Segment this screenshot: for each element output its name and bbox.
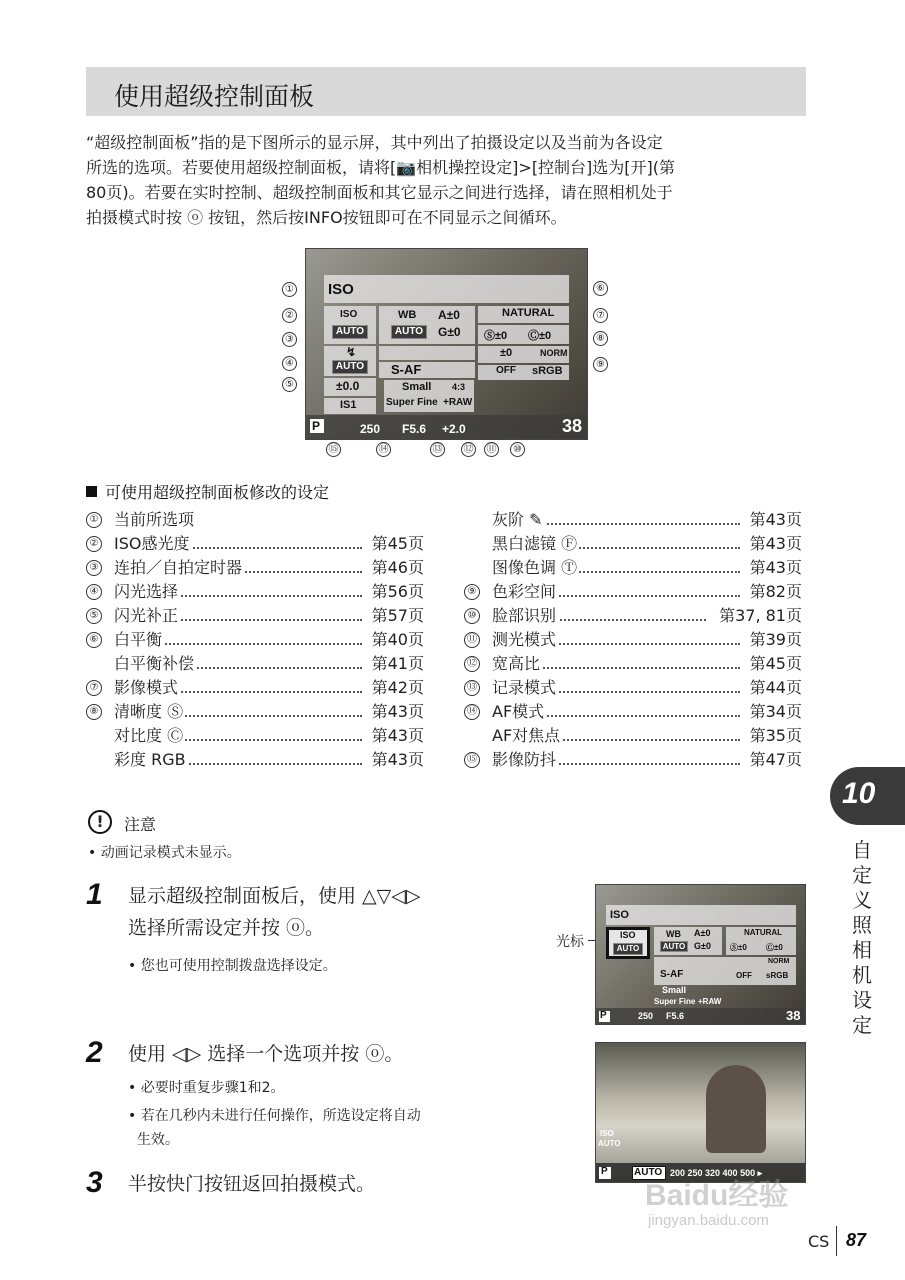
item-page: 第43页 (370, 748, 424, 772)
list-item (464, 628, 802, 652)
raw-value: +RAW (443, 397, 473, 408)
list-item (464, 652, 802, 676)
list-item (86, 700, 424, 724)
iso-auto: AUTO (613, 943, 643, 955)
item-label: 记录模式 (492, 676, 558, 700)
list-item (86, 652, 424, 676)
square-bullet-icon (86, 486, 97, 497)
item-label: 闪光补正 (114, 604, 180, 628)
callout-11: ⑪ (484, 442, 499, 457)
item-number: ④ (86, 584, 102, 600)
item-number: ⑭ (464, 704, 480, 720)
watermark-url: jingyan.baidu.com (648, 1212, 769, 1229)
step-1-line-2: 选择所需设定并按 ⓞ。 (128, 917, 325, 939)
item-label: 黑白滤镜 Ⓕ (492, 532, 579, 556)
contrast-value: Ⓒ±0 (528, 330, 552, 342)
iso-auto: AUTO (332, 325, 368, 339)
aperture-value: F5.6 (666, 1011, 685, 1021)
shooting-mode: P (600, 1010, 607, 1021)
item-label: 对比度 Ⓒ (114, 724, 185, 748)
shutter-speed: 250 (360, 422, 381, 436)
list-item (86, 724, 424, 748)
item-page: 第40页 (370, 628, 424, 652)
list-item (86, 580, 424, 604)
callout-2: ② (282, 308, 297, 323)
settings-heading-text: 可使用超级控制面板修改的设定 (105, 483, 330, 502)
settings-list-left (86, 508, 424, 772)
sharpness-value: Ⓢ±0 (730, 943, 747, 952)
wb-auto: AUTO (391, 325, 427, 339)
chapter-title-vertical (850, 838, 874, 1038)
face-detect-value: OFF (736, 971, 752, 980)
caution-icon: ! (88, 810, 112, 834)
current-selection-box (324, 275, 569, 303)
item-page: 第41页 (370, 652, 424, 676)
item-page: 第43页 (370, 724, 424, 748)
wb-g-value: G±0 (438, 325, 461, 339)
intro-line: “超级控制面板”指的是下图所示的显示屏，其中列出了拍摄设定以及当前为各设定 (86, 133, 663, 152)
cursor-label: 光标 (556, 934, 584, 950)
list-item (464, 676, 802, 700)
page-number: 87 (846, 1230, 867, 1250)
callout-1: ① (282, 282, 297, 297)
af-mode-value: S-AF (391, 362, 422, 377)
note-title: 注意 (124, 815, 157, 834)
step-3-line-1: 半按快门按钮返回拍摄模式。 (128, 1173, 376, 1195)
step-2-bullet: • 必要时重复步骤1和2。 (128, 1080, 285, 1096)
step-1-number: 1 (86, 878, 103, 911)
step-1-line-1: 显示超级控制面板后，使用 △▽◁▷ (128, 885, 421, 907)
list-item (464, 604, 802, 628)
title-bar (86, 67, 806, 116)
chapter-title-char: 定 (852, 863, 872, 887)
item-number: ⑫ (464, 656, 480, 672)
item-page: 第43页 (748, 532, 802, 556)
item-page: 第43页 (748, 508, 802, 532)
item-label: 连拍／自拍定时器 (114, 556, 244, 580)
callout-14: ⑭ (376, 442, 391, 457)
drive-box (379, 346, 475, 360)
item-label: 闪光选择 (114, 580, 180, 604)
item-label: 宽高比 (492, 652, 542, 676)
list-item (86, 628, 424, 652)
iso-values-row: 200 250 320 400 500 ▸ (670, 1168, 763, 1178)
list-item (464, 532, 802, 556)
item-label: AF模式 (492, 700, 546, 724)
shutter-speed: 250 (638, 1011, 654, 1021)
item-number: ① (86, 512, 102, 528)
flash-auto: AUTO (332, 360, 368, 374)
intro-line: 80页)。若要在实时控制、超级控制面板和其它显示之间进行选择，请在照相机处于 (86, 183, 673, 202)
list-item (86, 556, 424, 580)
exposure-comp: +2.0 (442, 422, 466, 436)
color-space-value: sRGB (766, 971, 789, 980)
callout-12: ⑫ (461, 442, 476, 457)
item-label: 当前所选项 (114, 508, 196, 532)
aperture-value: F5.6 (402, 422, 427, 436)
item-label: 脸部识别 (492, 604, 558, 628)
shots-remaining: 38 (562, 416, 583, 436)
iso-label: ISO (620, 930, 636, 940)
item-page: 第56页 (370, 580, 424, 604)
list-item (464, 724, 802, 748)
list-item (464, 748, 802, 772)
saturation-value: ±0 (500, 347, 513, 359)
wb-a-value: A±0 (694, 928, 711, 938)
item-number: ⑥ (86, 632, 102, 648)
color-space-value: sRGB (532, 365, 563, 377)
list-item (464, 700, 802, 724)
picture-mode-value: NATURAL (744, 928, 783, 937)
chapter-title-char: 义 (852, 888, 872, 912)
intro-text (86, 130, 806, 230)
gradation-value: NORM (540, 348, 568, 358)
item-label: 白平衡补偿 (114, 652, 196, 676)
settings-list-right (464, 508, 802, 772)
item-page: 第45页 (748, 652, 802, 676)
callout-7: ⑦ (593, 308, 608, 323)
item-page: 第57页 (370, 604, 424, 628)
item-number: ⑨ (464, 584, 480, 600)
shooting-mode: P (312, 419, 321, 433)
shooting-mode: P (601, 1166, 608, 1177)
callout-13: ⑬ (430, 442, 445, 457)
callout-5: ⑤ (282, 377, 297, 392)
iso-label: ISO (340, 309, 358, 320)
item-label: 图像色调 Ⓣ (492, 556, 579, 580)
footer-language: CS (808, 1232, 830, 1251)
list-item (86, 604, 424, 628)
sharpness-value: Ⓢ±0 (484, 330, 508, 342)
step-2-line-1: 使用 ◁▷ 选择一个选项并按 ⓞ。 (128, 1043, 404, 1065)
item-number: ⑦ (86, 680, 102, 696)
item-label: 色彩空间 (492, 580, 558, 604)
item-page: 第35页 (748, 724, 802, 748)
gradation-value: NORM (768, 958, 790, 965)
auto-stack-label: AUTO (598, 1139, 621, 1148)
item-number: ⑮ (464, 752, 480, 768)
wb-label: WB (666, 929, 681, 939)
quality-value: Super Fine (654, 997, 696, 1006)
iso-top-label: ISO (328, 281, 354, 298)
quality-value: Super Fine (386, 397, 438, 408)
live-view-photo (596, 1043, 805, 1182)
settings-section-heading (86, 480, 329, 503)
step-2-bullet: • 若在几秒内未进行任何操作，所选设定将自动 (128, 1108, 421, 1124)
item-page: 第46页 (370, 556, 424, 580)
callout-8: ⑧ (593, 331, 608, 346)
list-item (464, 556, 802, 580)
bottom-bar (596, 1008, 806, 1025)
list-item (464, 508, 802, 532)
af-mode-value: S-AF (660, 969, 684, 980)
callout-4: ④ (282, 356, 297, 371)
super-control-panel-figure (305, 248, 588, 440)
list-item (86, 748, 424, 772)
list-item (86, 508, 424, 532)
item-label: AF对焦点 (492, 724, 562, 748)
item-label: 影像模式 (114, 676, 180, 700)
item-label: 测光模式 (492, 628, 558, 652)
item-page: 第34页 (748, 700, 802, 724)
aspect-value: 4:3 (452, 382, 466, 392)
iso-top-label: ISO (610, 909, 629, 921)
contrast-value: Ⓒ±0 (766, 943, 783, 952)
page-title: 使用超级控制面板 (114, 82, 315, 111)
chapter-title-char: 照 (852, 913, 872, 937)
intro-line: 拍摄模式时按 ⓞ 按钮，然后按INFO按钮即可在不同显示之间循环。 (86, 208, 567, 227)
item-page: 第43页 (370, 700, 424, 724)
wb-auto: AUTO (660, 941, 688, 952)
item-page: 第47页 (748, 748, 802, 772)
chapter-title-char: 定 (852, 1013, 872, 1037)
step-2-bullet: 生效。 (128, 1132, 179, 1148)
callout-6: ⑥ (593, 281, 608, 296)
callout-9: ⑨ (593, 357, 608, 372)
item-label: ISO感光度 (114, 532, 191, 556)
item-label: 影像防抖 (492, 748, 558, 772)
iso-stack-label: ISO (600, 1129, 614, 1138)
shots-remaining: 38 (786, 1008, 801, 1023)
intro-line: 所选的选项。若要使用超级控制面板，请将[📷相机操控设定]>[控制台]选为[开](第 (86, 158, 676, 177)
chapter-tab (830, 767, 905, 825)
flash-comp-value: ±0.0 (336, 379, 360, 393)
current-selection-box (606, 905, 796, 925)
item-page: 第82页 (748, 580, 802, 604)
item-label: 灰阶 ✎ (492, 508, 545, 532)
footer-divider (836, 1226, 837, 1256)
face-detect-value: OFF (496, 365, 516, 376)
chapter-title-char: 自 (852, 838, 872, 862)
record-size-value: Small (402, 381, 432, 393)
wb-label: WB (398, 309, 417, 321)
list-item (86, 532, 424, 556)
list-item (86, 676, 424, 700)
item-number: ③ (86, 560, 102, 576)
wb-g-value: G±0 (694, 941, 711, 951)
step-2-number: 2 (86, 1036, 103, 1069)
watermark-logo: Baidu经验 (645, 1179, 789, 1212)
callout-10: ⑩ (510, 442, 525, 457)
step-1-bullet: • 您也可使用控制拨盘选择设定。 (128, 958, 337, 974)
item-number: ⑩ (464, 608, 480, 624)
note-line: • 动画记录模式未显示。 (88, 845, 241, 861)
callout-3: ③ (282, 332, 297, 347)
item-page: 第44页 (748, 676, 802, 700)
item-page: 第43页 (748, 556, 802, 580)
item-page: 第39页 (748, 628, 802, 652)
raw-value: +RAW (698, 997, 722, 1006)
chapter-title-char: 相 (852, 938, 872, 962)
item-page: 第42页 (370, 676, 424, 700)
list-item (464, 580, 802, 604)
iso-auto-selected-label: AUTO (634, 1167, 663, 1178)
is-value: IS1 (340, 399, 357, 411)
wb-a-value: A±0 (438, 308, 460, 322)
item-label: 清晰度 Ⓢ (114, 700, 185, 724)
step-3-number: 3 (86, 1166, 103, 1199)
item-number: ⑬ (464, 680, 480, 696)
record-size-value: Small (662, 985, 687, 995)
item-number: ② (86, 536, 102, 552)
item-label: 彩度 RGB (114, 748, 188, 772)
item-label: 白平衡 (114, 628, 164, 652)
live-view-figure (595, 1042, 806, 1183)
item-page: 第45页 (370, 532, 424, 556)
picture-mode-value: NATURAL (502, 307, 555, 319)
callout-15: ⑮ (326, 442, 341, 457)
chapter-number: 10 (842, 777, 876, 810)
item-page: 第37, 81页 (717, 604, 802, 628)
chapter-title-char: 设 (852, 988, 872, 1012)
chapter-title-char: 机 (852, 963, 872, 987)
step-1-panel-figure (595, 884, 806, 1025)
flash-symbol: ↯ (346, 345, 357, 359)
person-silhouette (706, 1065, 766, 1153)
item-number: ⑤ (86, 608, 102, 624)
item-number: ⑪ (464, 632, 480, 648)
item-number: ⑧ (86, 704, 102, 720)
